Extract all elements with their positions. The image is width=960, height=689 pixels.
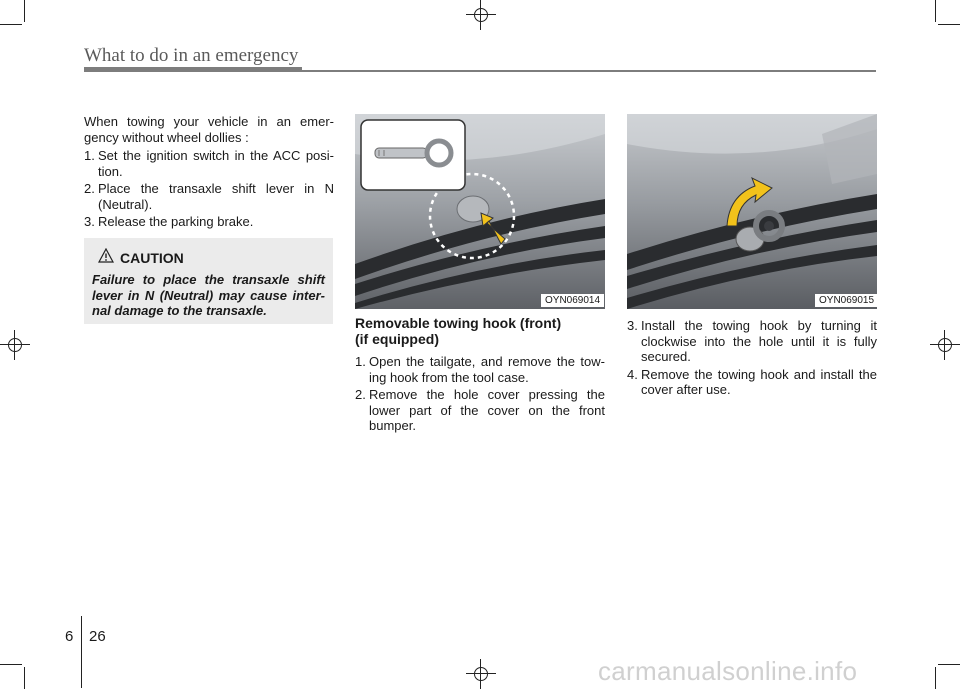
figure-code: OYN069014 — [541, 294, 604, 307]
header-bar — [84, 67, 302, 72]
step-list — [627, 318, 877, 398]
column-middle — [355, 315, 605, 436]
caution-text: Failure to place the transaxle shift lever in N (Neutral) may cause inter-nal damage to the transaxle. — [92, 272, 325, 318]
step-list — [355, 354, 605, 434]
list-item: 3. Install the towing hook by turning it clockwise into the hole until it is fully secured. — [627, 318, 877, 364]
registration-mark-left — [0, 330, 30, 360]
list-item: 1. Open the tailgate, and remove the tow-ing hook from the tool case. — [355, 354, 605, 385]
caution-box — [84, 238, 333, 324]
list-item: 2. Place the transaxle shift lever in N (Neutral). — [84, 181, 334, 212]
registration-mark-right — [930, 330, 960, 360]
crop-mark — [0, 24, 22, 25]
section-title: Removable towing hook (front) (if equipped) — [355, 315, 562, 347]
caution-header — [98, 248, 325, 268]
crop-mark — [0, 664, 22, 665]
step-list — [84, 148, 334, 230]
crop-mark — [935, 0, 936, 22]
header-rule — [302, 70, 876, 72]
intro-text: When towing your vehicle in an emer-gency without wheel dollies : — [84, 114, 334, 145]
list-item: 3. Release the parking brake. — [84, 214, 254, 229]
warning-triangle-icon — [98, 248, 114, 268]
crop-mark — [938, 24, 960, 25]
registration-mark-bottom — [466, 659, 496, 689]
page-header-title: What to do in an emergency — [84, 45, 299, 66]
crop-mark — [938, 664, 960, 665]
list-item: 4. Remove the towing hook and install the cover after use. — [627, 366, 877, 397]
chapter-number: 6 — [65, 628, 74, 645]
list-item: 2. Remove the hole cover pressing the lower part of the cover on the front bumper. — [355, 387, 605, 433]
registration-mark-top — [466, 0, 496, 30]
figure-towing-hook-hole — [355, 114, 605, 309]
column-right — [627, 315, 877, 400]
page-number-divider — [81, 616, 82, 688]
watermark: carmanualsonline.info — [598, 656, 858, 686]
caution-title: CAUTION — [120, 250, 184, 266]
column-left — [84, 114, 334, 232]
crop-mark — [935, 667, 936, 689]
crop-mark — [24, 0, 25, 22]
page-number: 26 — [89, 628, 106, 645]
figure-code: OYN069015 — [815, 294, 878, 307]
crop-mark — [24, 667, 25, 689]
list-item: 1. Set the ignition switch in the ACC posi-tion. — [84, 148, 334, 179]
figure-towing-hook-installed — [627, 114, 877, 309]
